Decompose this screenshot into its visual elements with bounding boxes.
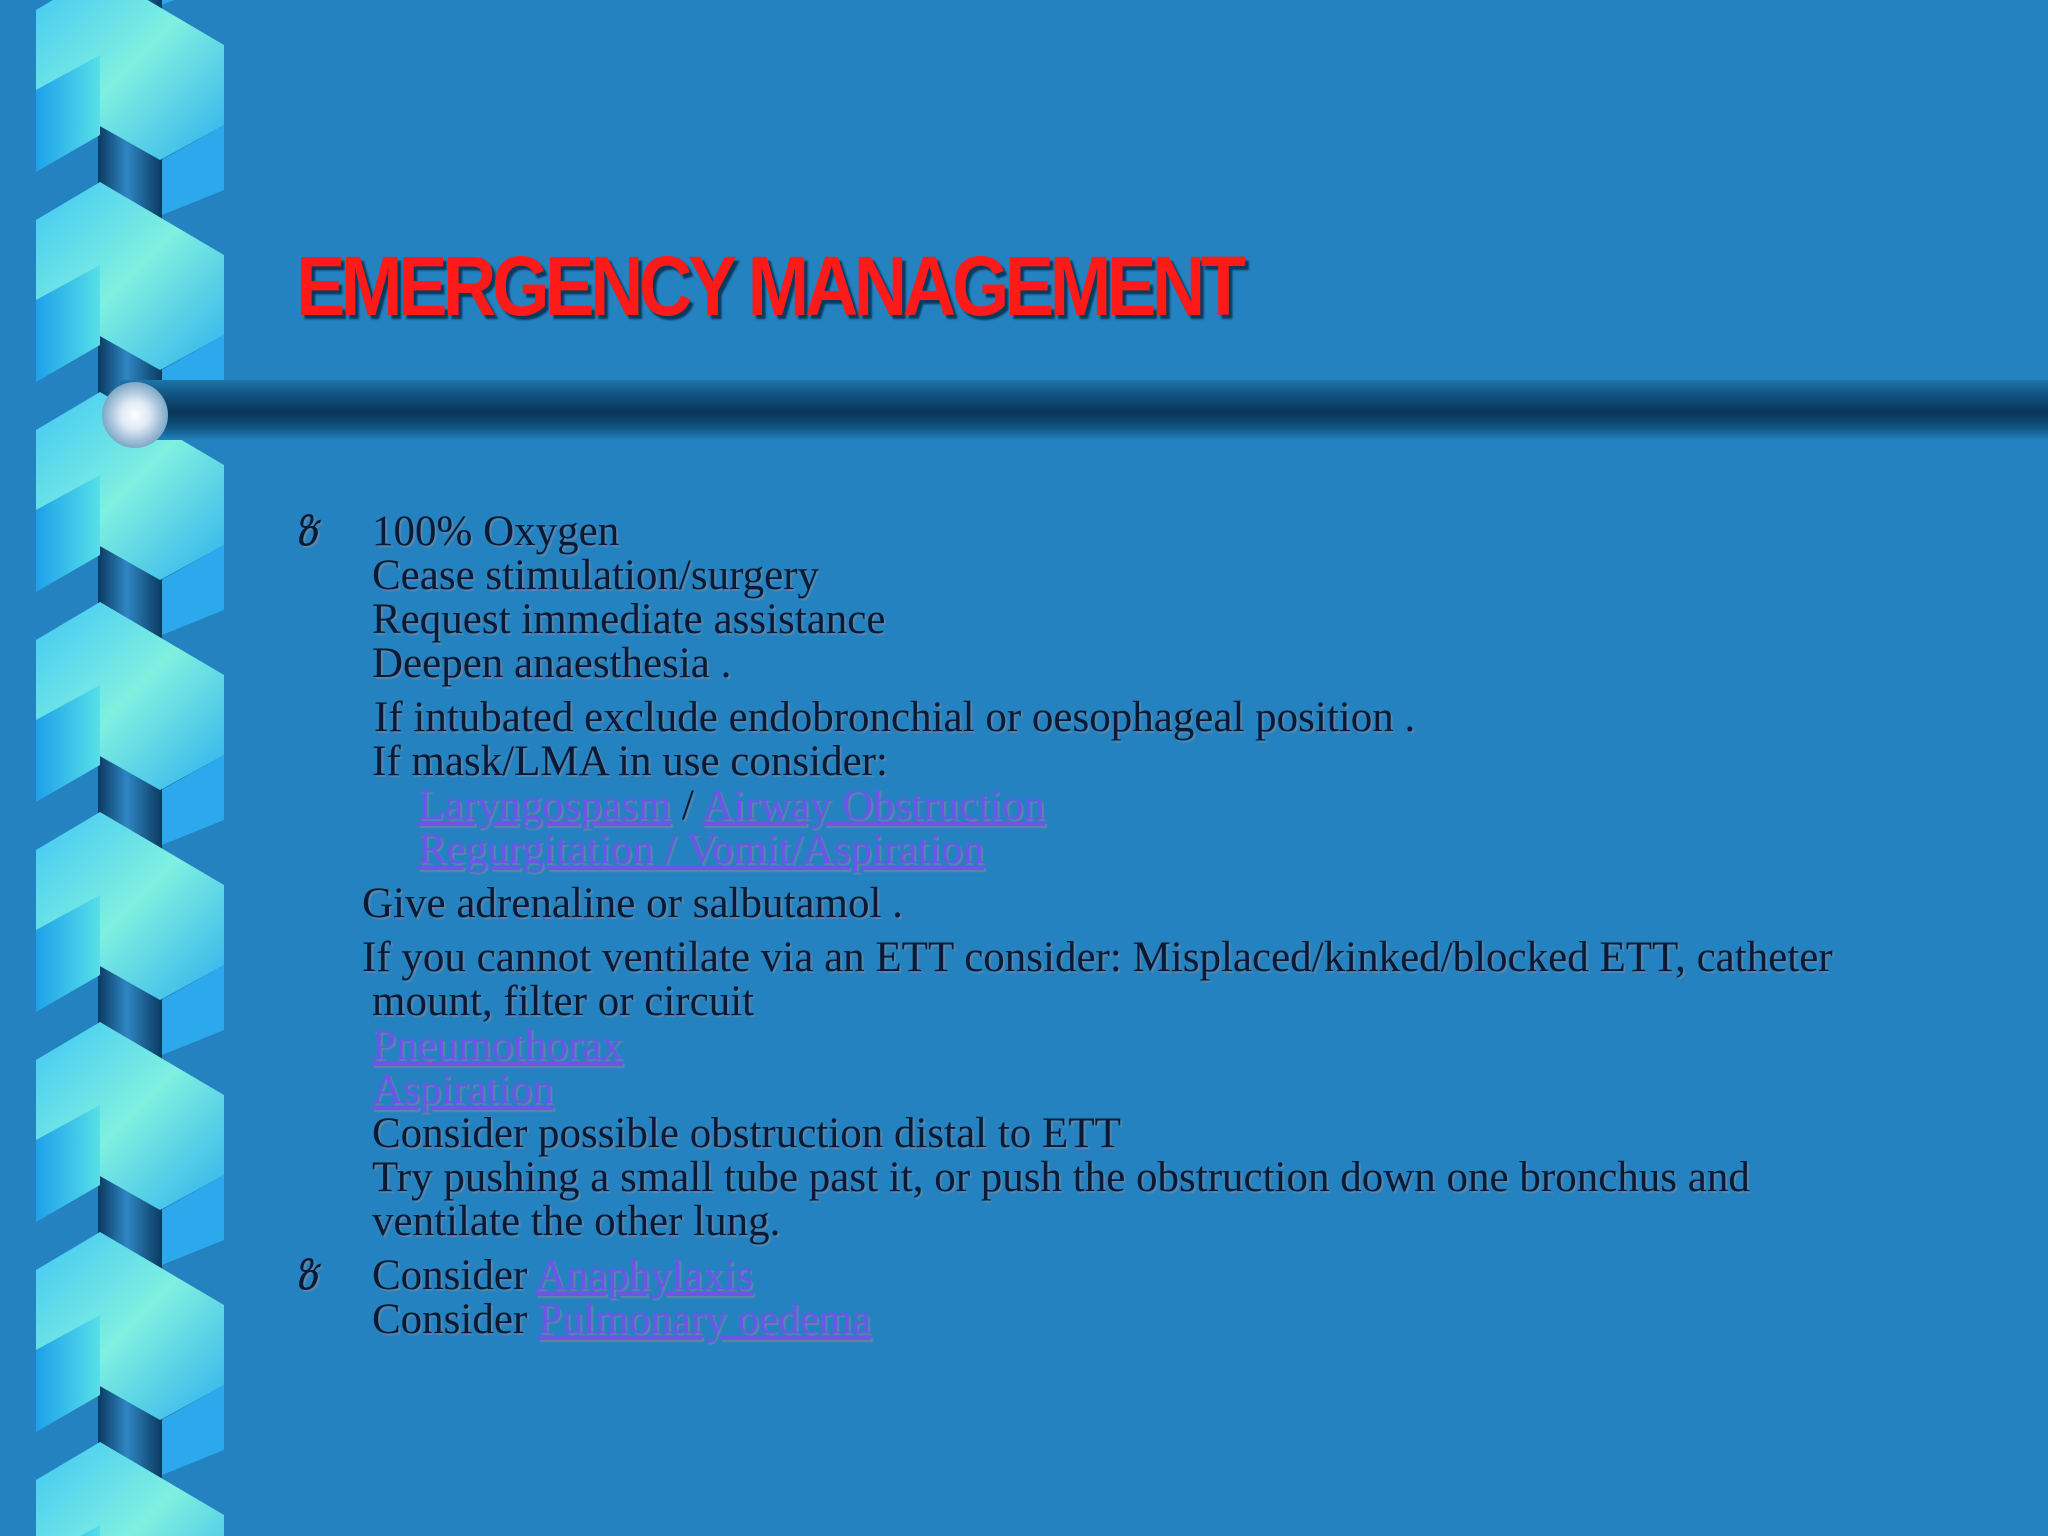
text-if-mask-lma: If mask/LMA in use consider: xyxy=(372,738,888,785)
link-aspiration[interactable]: Aspiration xyxy=(372,1066,554,1113)
bullet-icon-2: ზ xyxy=(296,1257,320,1299)
link-airway-obstruction[interactable]: Airway Obstruction xyxy=(702,782,1045,829)
slide-title: EMERGENCY MANAGEMENT xyxy=(296,239,1242,333)
text-try-pushing-tube: Try pushing a small tube past it, or push the obstruction down one bronchus and xyxy=(372,1154,1750,1201)
bullet-icon-1: ზ xyxy=(296,513,320,555)
divider-bar-knob xyxy=(102,382,168,448)
consider-label-2: Consider xyxy=(372,1296,539,1343)
decorative-ribbon xyxy=(0,0,230,1536)
links-aspiration xyxy=(372,1068,554,1112)
consider-label-1: Consider xyxy=(372,1252,536,1299)
text-cease-stimulation: Cease stimulation/surgery xyxy=(372,552,820,599)
ribbon-fold xyxy=(162,0,224,5)
text-oxygen: 100% Oxygen xyxy=(372,508,620,555)
text-give-adrenaline: Give adrenaline or salbutamol . xyxy=(362,880,903,927)
text-ventilate-other-lung: ventilate the other lung. xyxy=(372,1198,781,1245)
links-pneumothorax xyxy=(372,1024,623,1068)
link-regurgitation-vomit-aspiration[interactable]: Regurgitation / Vomit/Aspiration xyxy=(418,826,985,873)
link-pulmonary-oedema[interactable]: Pulmonary oedema xyxy=(538,1296,872,1343)
text-deepen-anaesthesia: Deepen anaesthesia . xyxy=(372,640,732,687)
link-separator: / xyxy=(671,782,703,829)
link-laryngospasm[interactable]: Laryngospasm xyxy=(418,782,672,829)
text-if-intubated: If intubated exclude endobronchial or oesophageal position . xyxy=(374,694,1416,741)
text-consider-anaphylaxis xyxy=(372,1254,753,1298)
link-anaphylaxis[interactable]: Anaphylaxis xyxy=(535,1252,754,1299)
horizontal-divider-bar xyxy=(120,380,2048,440)
text-mount-filter-circuit: mount, filter or circuit xyxy=(372,978,755,1025)
text-consider-pulmonary-oedema xyxy=(372,1298,871,1342)
text-obstruction-distal: Consider possible obstruction distal to ETT xyxy=(372,1110,1121,1157)
text-cannot-ventilate: If you cannot ventilate via an ETT consider: Misplaced/kinked/blocked ETT, catheter xyxy=(362,934,1833,981)
links-laryngospasm-airway xyxy=(418,784,1045,828)
text-request-assistance: Request immediate assistance xyxy=(372,596,886,643)
link-pneumothorax[interactable]: Pneumothorax xyxy=(372,1022,623,1069)
links-regurgitation xyxy=(418,828,984,872)
